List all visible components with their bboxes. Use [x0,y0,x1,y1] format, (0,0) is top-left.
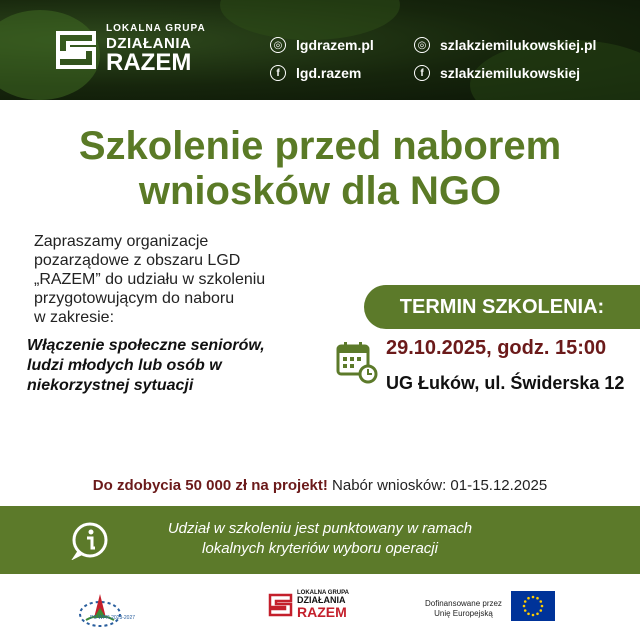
invite-line: pozarządowe z obszaru LGD [34,252,241,269]
eu-star [532,614,535,617]
website-link-lgd[interactable] [270,34,374,56]
website-link-szlak[interactable] [414,34,596,56]
ps-wpr-caption: PS WPR 2023-2027 [90,615,136,621]
facebook-link-szlak[interactable] [414,62,596,84]
lgd-logo [54,24,206,75]
info-line2: lokalnych kryteriów wyboru operacji [202,540,438,557]
eu-star [527,612,530,615]
termin-banner [364,285,640,329]
footer-logos [0,574,640,640]
eu-star [527,597,530,600]
facebook-text: szlakziemilukowskiej [440,65,581,81]
lgd-logo-mark [54,27,100,73]
globe-icon: ◎ [414,37,430,53]
eu-line2: Unię Europejską [434,609,493,618]
facebook-icon: f [414,65,430,81]
globe-icon: ◎ [270,37,286,53]
website-text: lgdrazem.pl [296,37,374,53]
eu-star [532,596,535,599]
logo-line3: RAZEM [106,49,192,76]
eu-star [536,612,539,615]
invite-line: przygotowującym do naboru [34,290,235,307]
logo-line1: LOKALNA GRUPA [106,23,206,34]
website-text: szlakziemilukowskiej.pl [440,37,597,53]
ps-wpr-logo [72,588,128,632]
contacts-right [414,34,596,90]
eu-star [541,605,544,608]
invite-line: w zakresie: [34,309,115,326]
eu-flag-icon [511,591,555,621]
footer-logo-line3: RAZEM [297,604,347,620]
contacts-left [270,34,374,90]
footer-logo-line1: LOKALNA GRUPA [297,590,349,596]
info-banner [0,506,640,574]
scope-line: ludzi młodych lub osób w [27,357,222,374]
lgd-footer-logo [268,590,349,619]
invitation-text [34,232,324,327]
training-scope [27,336,337,396]
page-title [0,124,640,214]
header-banner [0,0,640,100]
invite-line: „RAZEM” do udziału w szkoleniu [34,271,266,288]
eu-funding-text [425,599,502,619]
training-date: 29.10.2025, godz. 15:00 [386,337,607,359]
lgd-footer-logo-mark [268,592,294,618]
eu-star [523,605,526,608]
facebook-icon: f [270,65,286,81]
eu-star [539,600,542,603]
eu-line1: Dofinansowane przez [425,599,502,608]
scope-line: niekorzystnej sytuacji [27,377,194,394]
scope-line: Włączenie społeczne seniorów, [27,337,265,354]
footer-logo-line2: DZIAŁANIA [297,595,346,605]
calendar-clock-icon [336,340,378,384]
info-text [120,519,520,559]
invite-line: Zapraszamy organizacje [34,233,209,250]
facebook-text: lgd.razem [296,65,362,81]
info-line1: Udział w szkoleniu jest punktowany w ramach [167,520,473,537]
title-line1: Szkolenie przed naborem [78,124,562,168]
info-icon [70,520,110,560]
eu-star [524,600,527,603]
application-period: Nabór wniosków: 01-15.12.2025 [327,477,548,494]
funding-line [0,477,640,494]
title-line2: wniosków dla NGO [138,169,502,213]
eu-star [539,609,542,612]
training-place: UG Łuków, ul. Świderska 12 [386,373,625,393]
facebook-link-lgd[interactable] [270,62,374,84]
eu-star [524,609,527,612]
funding-amount: Do zdobycia 50 000 zł na projekt! [92,477,328,494]
termin-label: TERMIN SZKOLENIA: [399,295,605,318]
logo-line2: DZIAŁANIA [106,35,192,52]
eu-star [536,597,539,600]
